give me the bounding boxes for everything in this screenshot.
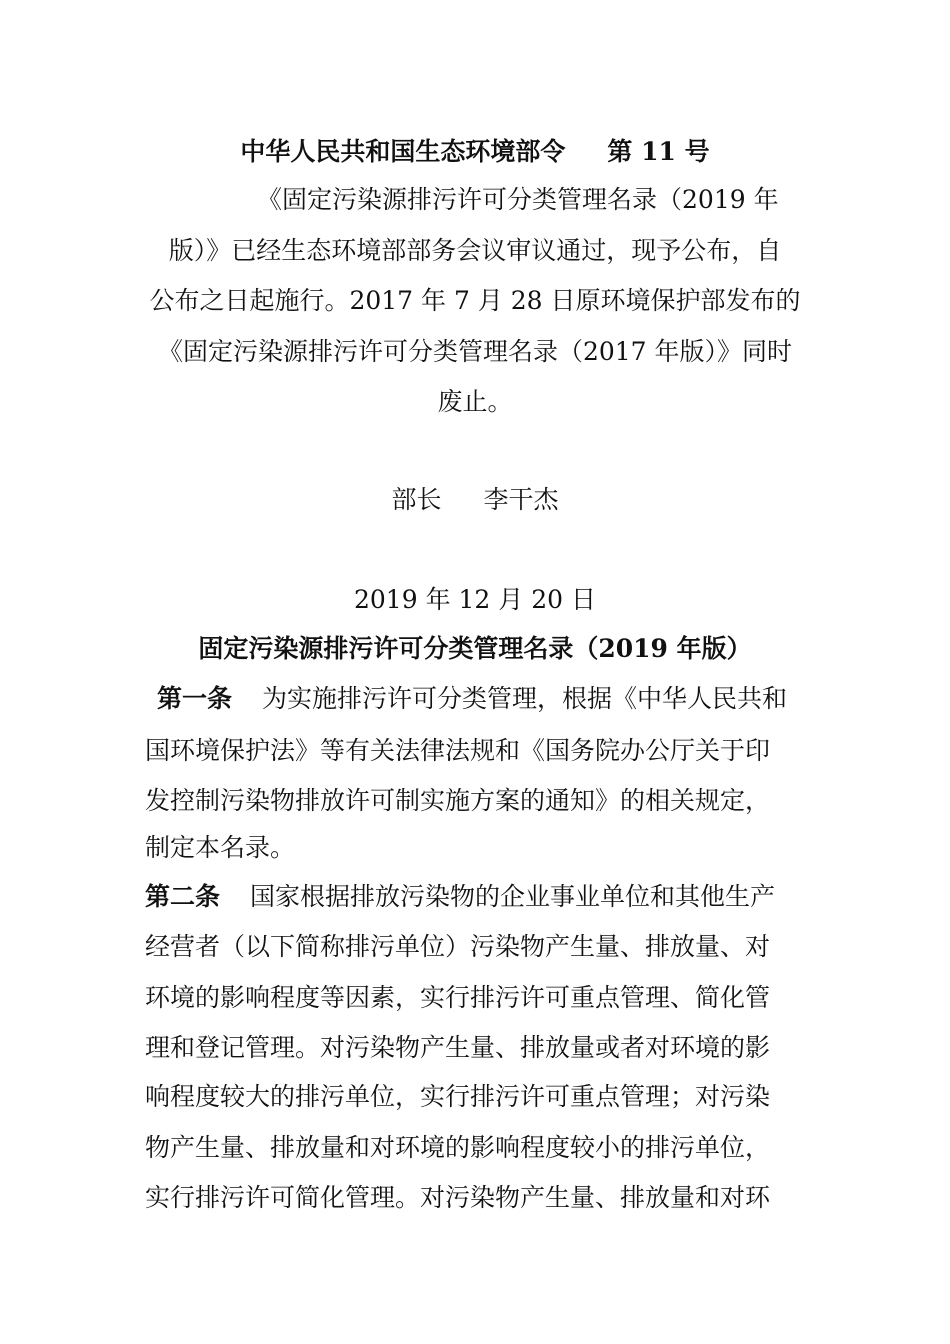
article2-line: 第二条 国家根据排放污染物的企业事业单位和其他生产 <box>145 882 776 911</box>
article2-line: 响程度较大的排污单位，实行排污许可重点管理；对污染 <box>145 1082 771 1111</box>
article2-line: 理和登记管理。对污染物产生量、排放量或者对环境的影 <box>145 1033 771 1062</box>
article1-line: 发控制污染物排放许可制实施方案的通知》的相关规定， <box>145 786 771 815</box>
article2-label: 第二条 <box>145 882 221 911</box>
article2-line: 实行排污许可简化管理。对污染物产生量、排放量和对环 <box>145 1183 771 1212</box>
document-title: 固定污染源排污许可分类管理名录（2019 年版） <box>198 634 752 663</box>
article2-line: 环境的影响程度等因素，实行排污许可重点管理、简化管 <box>145 983 771 1012</box>
article1-line: 制定本名录。 <box>145 833 296 862</box>
decree-number: 第 11 号 <box>607 137 710 166</box>
announcement-line: 废止。 <box>437 387 513 416</box>
announcement-line: 公布之日起施行。2017 年 7 月 28 日原环境保护部发布的 <box>149 286 801 315</box>
article2-line: 物产生量、排放量和对环境的影响程度较小的排污单位， <box>145 1133 771 1162</box>
article1-line: 第一条 为实施排污许可分类管理，根据《中华人民共和 <box>157 684 788 713</box>
announcement-line: 版）》已经生态环境部部务会议审议通过，现予公布，自 <box>168 236 782 265</box>
article2-line: 经营者（以下简称排污单位）污染物产生量、排放量、对 <box>145 932 771 961</box>
article1-line: 国环境保护法》等有关法律法规和《国务院办公厅关于印 <box>145 736 771 765</box>
signature <box>145 485 805 515</box>
signature-title: 部长 <box>391 485 442 514</box>
signature-name: 李干杰 <box>483 485 559 514</box>
announcement-line: 《固定污染源排污许可分类管理名录（2017 年版）》同时 <box>157 337 793 366</box>
decree-date: 2019 年 12 月 20 日 <box>354 585 596 614</box>
decree-title: 中华人民共和国生态环境部令 <box>240 137 566 166</box>
announcement-line: 《固定污染源排污许可分类管理名录（2019 年 <box>257 185 779 214</box>
article1-label: 第一条 <box>157 684 233 713</box>
decree-heading <box>145 137 805 167</box>
